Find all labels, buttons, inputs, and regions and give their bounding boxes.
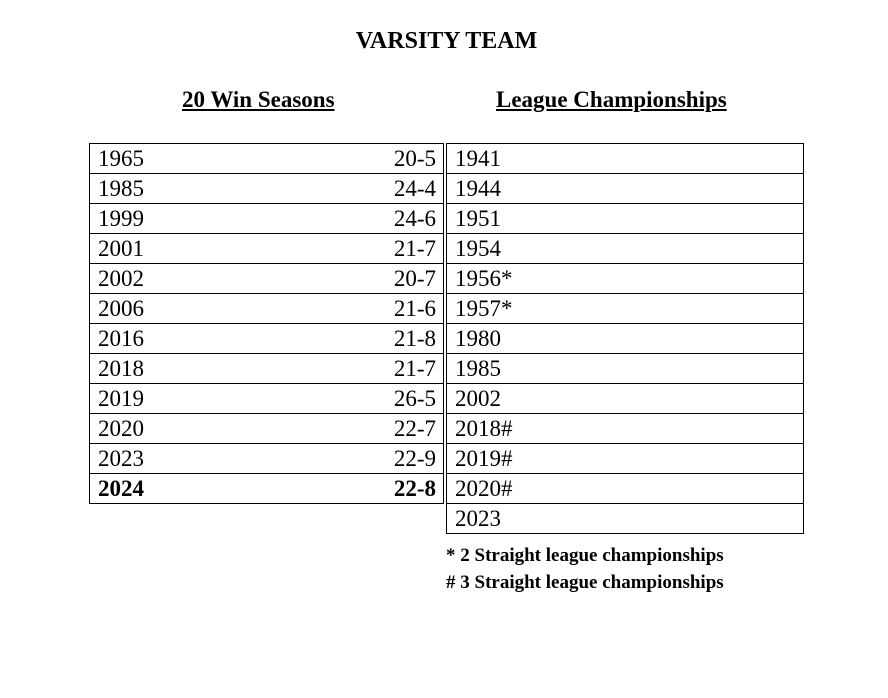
win-season-year: 2002 (90, 264, 315, 294)
league-championship-year: 2023 (447, 504, 804, 534)
league-championship-row (447, 204, 804, 234)
league-championship-row (447, 294, 804, 324)
win-season-year: 1985 (90, 174, 315, 204)
win-season-row (90, 234, 444, 264)
win-season-row (90, 444, 444, 474)
league-championship-row (447, 384, 804, 414)
footnotes (446, 542, 724, 596)
win-season-row (90, 264, 444, 294)
league-championship-row (447, 414, 804, 444)
win-season-row (90, 144, 444, 174)
league-championship-year: 2018# (447, 414, 804, 444)
win-seasons-body (90, 144, 444, 504)
win-season-record: 21-8 (314, 324, 444, 354)
win-season-record: 24-6 (314, 204, 444, 234)
win-season-row (90, 204, 444, 234)
league-championship-row (447, 504, 804, 534)
win-season-row (90, 294, 444, 324)
league-heading: League Championships (496, 87, 727, 112)
win-season-record: 20-7 (314, 264, 444, 294)
win-season-row (90, 354, 444, 384)
league-championship-row (447, 444, 804, 474)
league-championship-row (447, 474, 804, 504)
win-season-year: 2023 (90, 444, 315, 474)
win-season-record: 21-7 (314, 354, 444, 384)
win-season-record: 24-4 (314, 174, 444, 204)
win-season-record: 21-7 (314, 234, 444, 264)
win-season-row (90, 414, 444, 444)
win-season-row (90, 174, 444, 204)
league-championship-year: 1956* (447, 264, 804, 294)
win-season-row (90, 474, 444, 504)
win-season-record: 21-6 (314, 294, 444, 324)
win-season-year: 2020 (90, 414, 315, 444)
win-season-record: 22-8 (314, 474, 444, 504)
win-season-year: 2016 (90, 324, 315, 354)
footnote-three-straight: # 3 Straight league championships (446, 572, 724, 593)
win-season-year: 2018 (90, 354, 315, 384)
win-season-year: 2006 (90, 294, 315, 324)
league-championship-year: 1980 (447, 324, 804, 354)
league-championships-table (446, 143, 804, 534)
league-championship-year: 1957* (447, 294, 804, 324)
league-championship-year: 2019# (447, 444, 804, 474)
league-championship-year: 2020# (447, 474, 804, 504)
league-championship-year: 1944 (447, 174, 804, 204)
win-season-record: 22-9 (314, 444, 444, 474)
wins-heading: 20 Win Seasons (182, 87, 335, 112)
league-championship-row (447, 234, 804, 264)
win-season-year: 1999 (90, 204, 315, 234)
league-championship-row (447, 264, 804, 294)
win-season-year: 2019 (90, 384, 315, 414)
league-championship-year: 1941 (447, 144, 804, 174)
win-season-record: 22-7 (314, 414, 444, 444)
league-championship-year: 2002 (447, 384, 804, 414)
footnote-two-straight: * 2 Straight league championships (446, 545, 724, 566)
win-season-row (90, 384, 444, 414)
win-seasons-table (89, 143, 444, 504)
league-championship-row (447, 354, 804, 384)
league-championship-year: 1954 (447, 234, 804, 264)
league-championship-row (447, 144, 804, 174)
page-title: VARSITY TEAM (355, 28, 538, 54)
league-championship-row (447, 324, 804, 354)
win-season-year: 1965 (90, 144, 315, 174)
win-season-record: 26-5 (314, 384, 444, 414)
league-championship-year: 1951 (447, 204, 804, 234)
win-season-row (90, 324, 444, 354)
win-season-year: 2024 (90, 474, 315, 504)
league-championships-body (447, 144, 804, 534)
league-championship-year: 1985 (447, 354, 804, 384)
win-season-record: 20-5 (314, 144, 444, 174)
win-season-year: 2001 (90, 234, 315, 264)
league-championship-row (447, 174, 804, 204)
